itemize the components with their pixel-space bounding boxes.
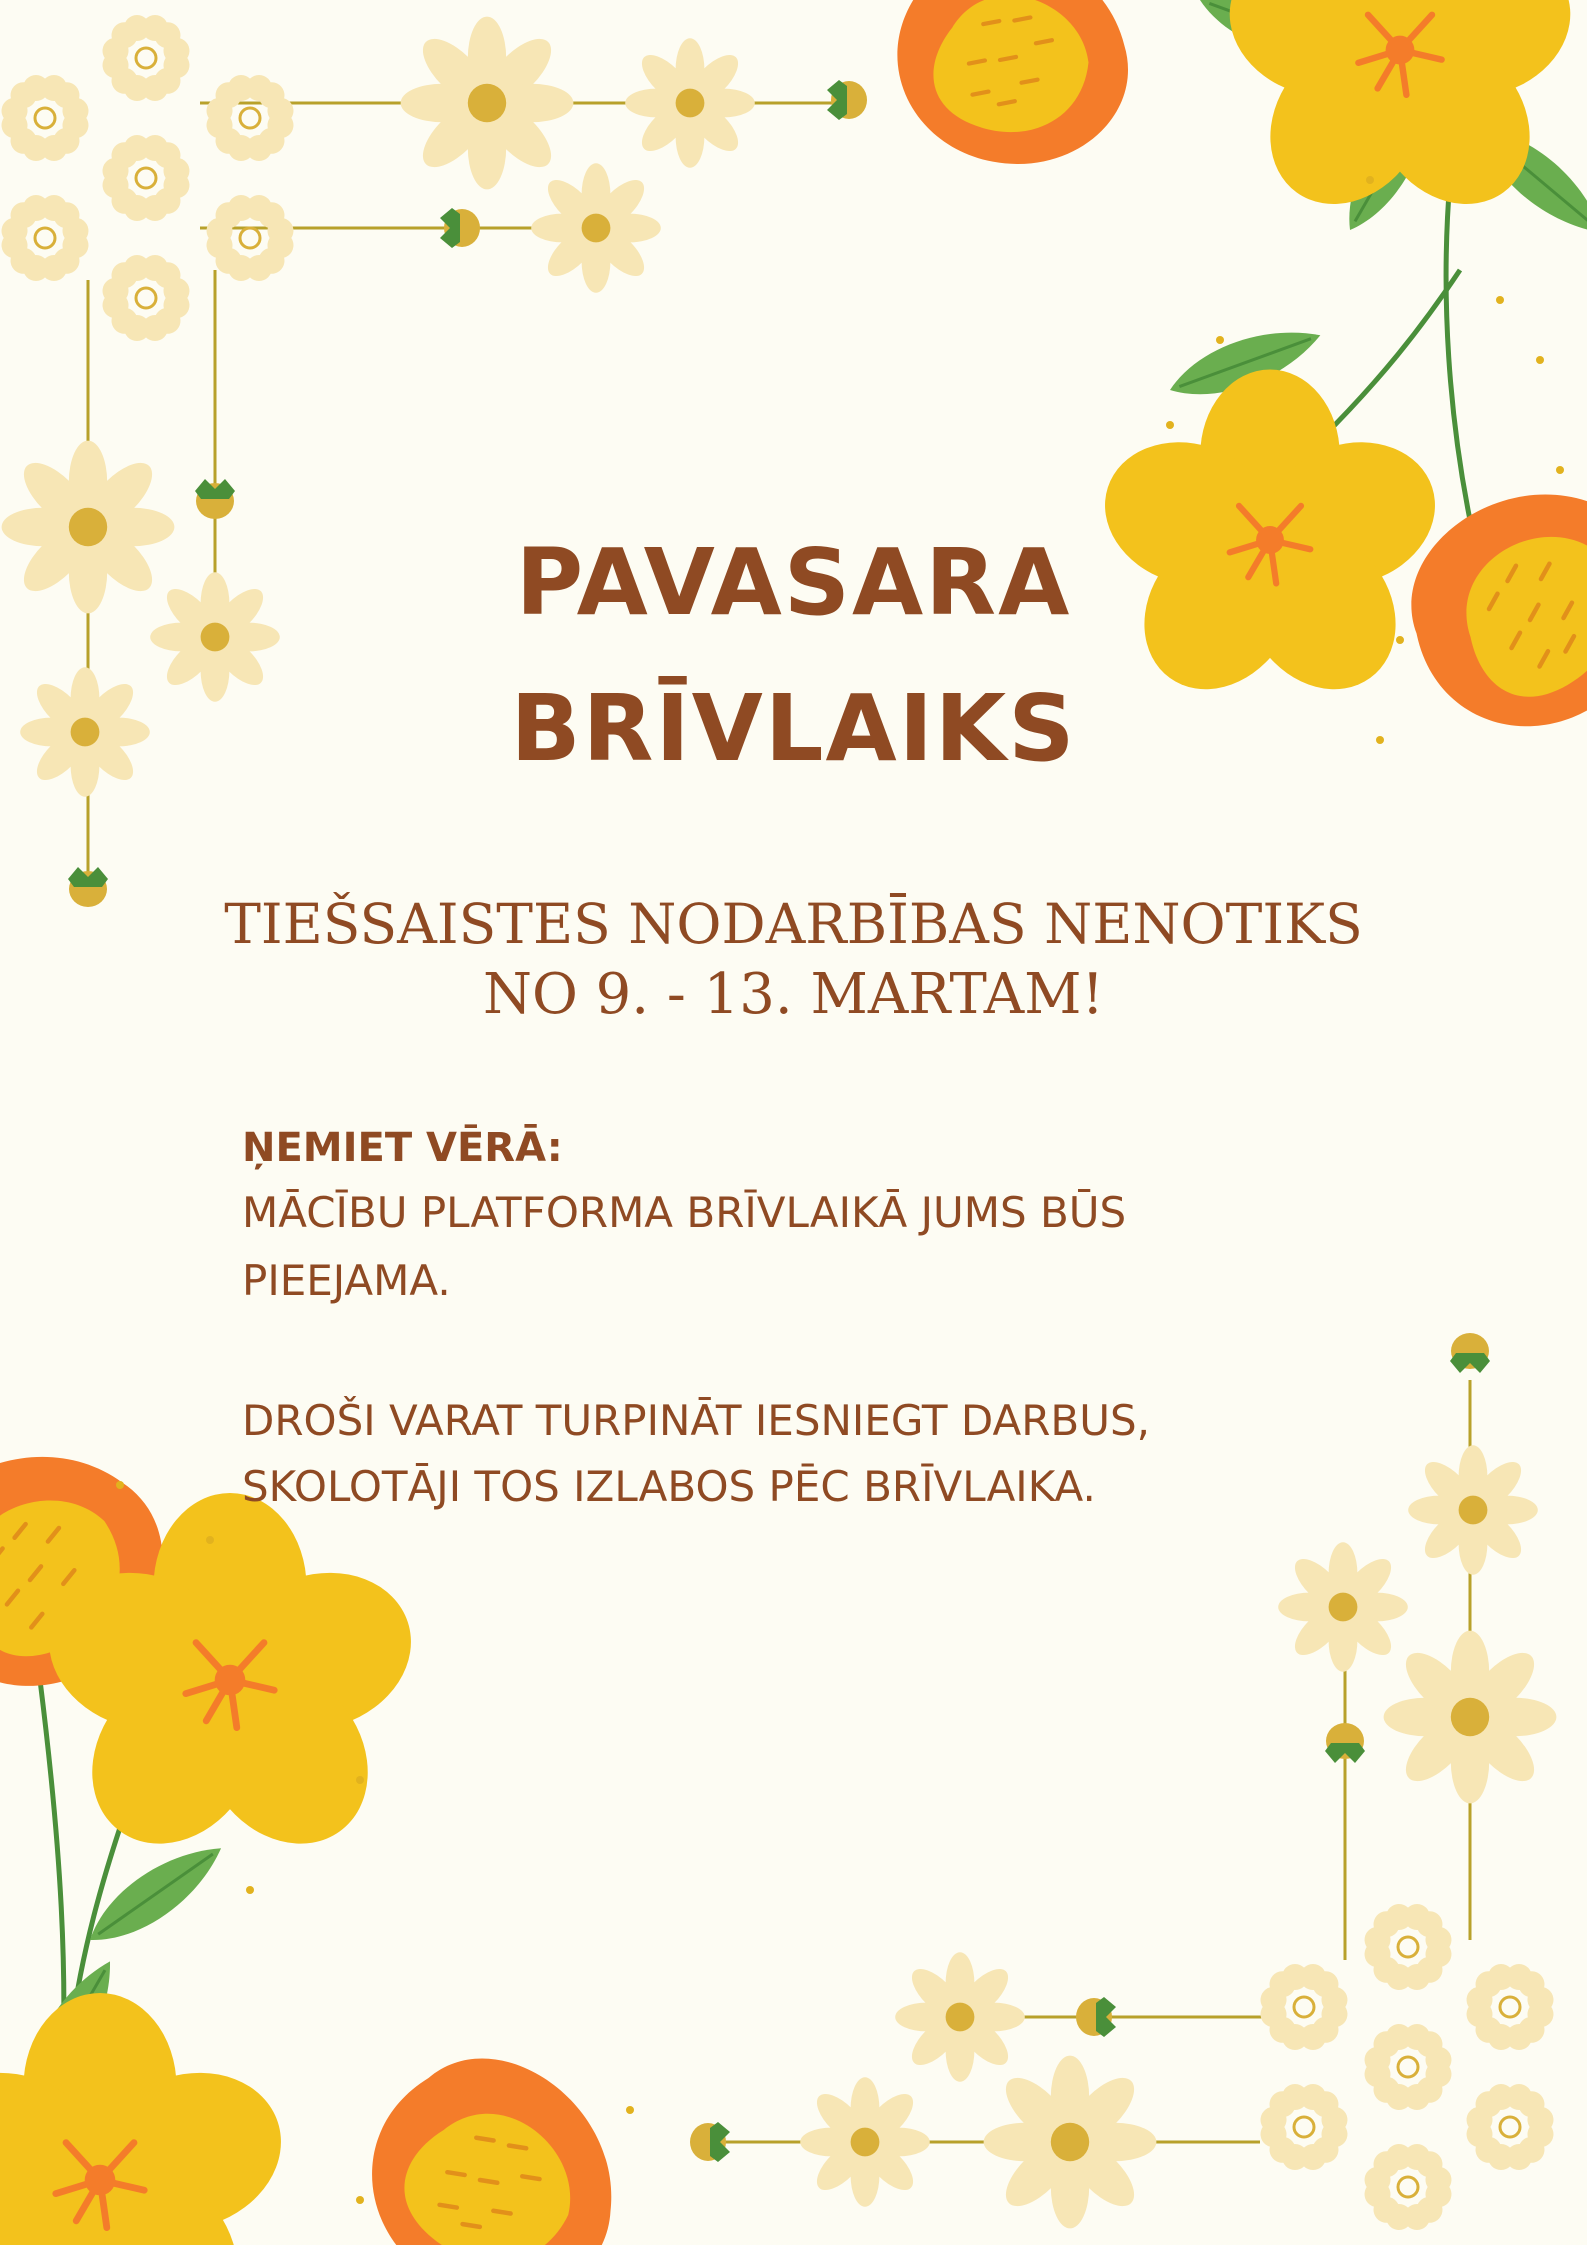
- note-line-4: SKOLOTĀJI TOS IZLABOS PĒC BRĪVLAIKA.: [242, 1462, 1096, 1511]
- daisy-icon: [1360, 2144, 1456, 2230]
- daisy-icon: [98, 135, 194, 221]
- note-heading: ŅEMIET VĒRĀ:: [242, 1125, 563, 1171]
- daisy-icon: [98, 15, 194, 101]
- bud-icon: [195, 479, 235, 519]
- daisy-icon: [625, 38, 755, 168]
- announcement-line-2: NO 9. - 13. MARTAM!: [482, 962, 1105, 1027]
- poppy-icon: [0, 1993, 301, 2245]
- daisy-icon: [1360, 2024, 1456, 2110]
- bottom-left-poppy-cluster: [0, 1420, 663, 2245]
- bud-icon: [827, 80, 867, 120]
- bud-icon: [1325, 1723, 1365, 1763]
- daisy-icon: [1462, 2084, 1558, 2170]
- daisy-icon: [98, 255, 194, 341]
- poster-title-line-2: BRĪVLAIKS: [510, 675, 1077, 782]
- daisy-icon: [1360, 1904, 1456, 1990]
- daisy-icon: [1256, 2084, 1352, 2170]
- announcement-line-1: TIEŠSAISTES NODARBĪBAS NENOTIKS: [224, 892, 1363, 956]
- bud-icon: [690, 2122, 730, 2162]
- note-line-2: PIEEJAMA.: [242, 1256, 451, 1305]
- daisy-icon: [1408, 1445, 1538, 1575]
- daisy-icon: [202, 195, 298, 281]
- daisy-icon: [1384, 1631, 1557, 1804]
- daisy-icon: [1462, 1964, 1558, 2050]
- top-right-poppy-cluster: [868, 0, 1587, 768]
- poppy-icon: [868, 0, 1159, 198]
- daisy-icon: [0, 195, 93, 281]
- poster-title-line-1: PAVASARA: [515, 529, 1072, 636]
- daisy-icon: [0, 75, 93, 161]
- bud-icon: [1076, 1997, 1116, 2037]
- daisy-icon: [401, 17, 574, 190]
- daisy-icon: [984, 2056, 1157, 2229]
- daisy-icon: [895, 1952, 1025, 2082]
- bud-icon: [440, 208, 480, 248]
- poppy-icon: [326, 2016, 663, 2245]
- daisy-icon: [1278, 1542, 1408, 1672]
- note-line-3: DROŠI VARAT TURPINĀT IESNIEGT DARBUS,: [242, 1396, 1150, 1445]
- daisy-icon: [800, 2077, 930, 2207]
- note-line-1: MĀCĪBU PLATFORMA BRĪVLAIKĀ JUMS BŪS: [242, 1188, 1127, 1237]
- bud-icon: [1450, 1333, 1490, 1373]
- daisy-icon: [1256, 1964, 1352, 2050]
- daisy-icon: [531, 163, 661, 293]
- daisy-icon: [202, 75, 298, 161]
